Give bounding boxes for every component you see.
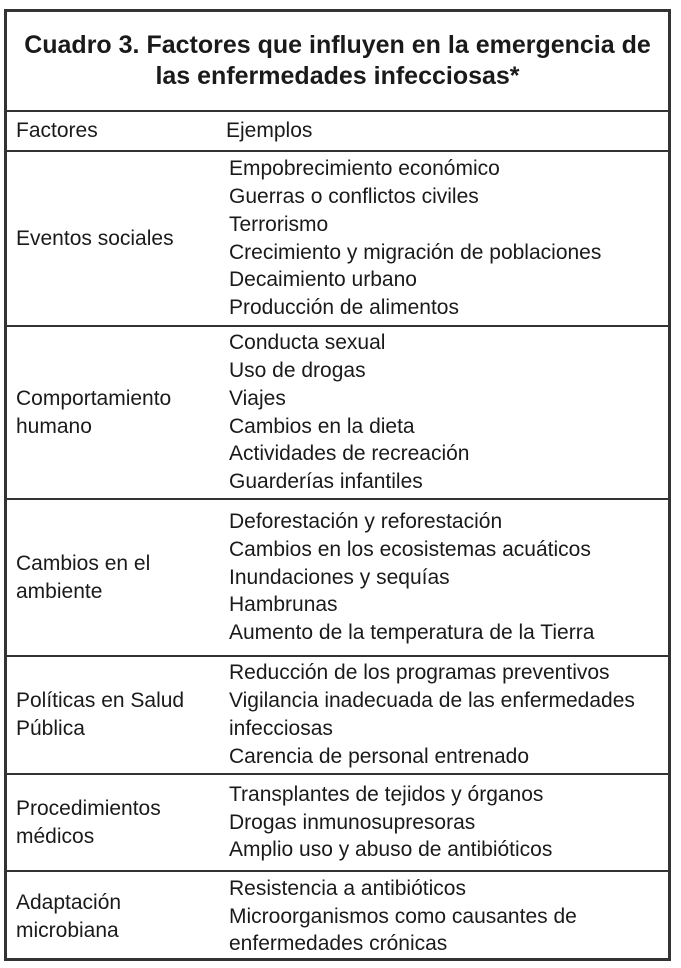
factor-cell	[7, 499, 217, 656]
example-item: Amplio uso y abuso de antibióticos	[229, 838, 553, 862]
factor-label: Adaptación microbiana	[16, 890, 122, 942]
header-ejemplos: Ejemplos	[217, 112, 668, 151]
example-item: Inundaciones y sequías	[229, 565, 450, 589]
factor-label: Comportamiento humano	[16, 386, 172, 438]
example-item: Deforestación y reforestación	[229, 510, 503, 533]
factor-cell	[7, 151, 217, 326]
factor-label: Cambios en el ambiente	[16, 551, 151, 603]
example-item: Viajes	[229, 386, 286, 410]
example-item: Cambios en los ecosistemas acuáticos	[229, 537, 591, 561]
factor-cell	[7, 656, 217, 774]
example-item: Producción de alimentos	[229, 296, 459, 320]
example-item: Actividades de recreación	[229, 442, 470, 466]
table-row	[7, 326, 668, 499]
table-frame	[4, 9, 671, 961]
example-item: Drogas inmunosupresoras	[229, 810, 476, 834]
factor-cell	[7, 774, 217, 871]
example-item: Terrorismo	[229, 212, 329, 236]
header-factores: Factores	[7, 112, 217, 151]
examples-cell	[217, 656, 668, 774]
header-row	[7, 112, 668, 151]
example-item: Microorganismos como causantes de enfermedades crónicas	[229, 904, 577, 956]
example-item: Resistencia a antibióticos	[229, 876, 466, 900]
examples-cell	[217, 871, 668, 961]
table-row	[7, 656, 668, 774]
example-item: Carencia de personal entrenado	[229, 744, 530, 768]
examples-cell	[217, 499, 668, 656]
factor-label: Procedimientos médicos	[16, 796, 161, 848]
table-row	[7, 871, 668, 961]
factor-cell	[7, 871, 217, 961]
example-item: Guerras o conflictos civiles	[229, 184, 479, 208]
factors-table	[7, 112, 668, 961]
examples-cell	[217, 326, 668, 499]
example-item: Crecimiento y migración de poblaciones	[229, 240, 602, 264]
example-item: Cambios en la dieta	[229, 414, 415, 438]
factor-label: Eventos sociales	[16, 226, 174, 250]
table-title: Cuadro 3. Factores que influyen en la emergencia de las enfermedades infecciosas*	[7, 12, 668, 112]
example-item: Empobrecimiento económico	[229, 157, 500, 181]
example-item: Reducción de los programas preventivos	[229, 661, 610, 685]
example-item: Transplantes de tejidos y órganos	[229, 782, 544, 806]
factor-label: Políticas en Salud Pública	[16, 689, 185, 740]
factor-cell	[7, 326, 217, 499]
example-item: Hambrunas	[229, 593, 338, 617]
table-row	[7, 499, 668, 656]
example-item: Vigilancia inadecuada de las enfermedades infecciosas	[229, 689, 635, 740]
examples-cell	[217, 151, 668, 326]
table-row	[7, 151, 668, 326]
example-item: Guarderías infantiles	[229, 470, 423, 494]
example-item: Decaimiento urbano	[229, 268, 417, 292]
example-item: Aumento de la temperatura de la Tierra	[229, 621, 595, 645]
table-row	[7, 774, 668, 871]
examples-cell	[217, 774, 668, 871]
example-item: Uso de drogas	[229, 358, 366, 382]
example-item: Conducta sexual	[229, 331, 386, 355]
